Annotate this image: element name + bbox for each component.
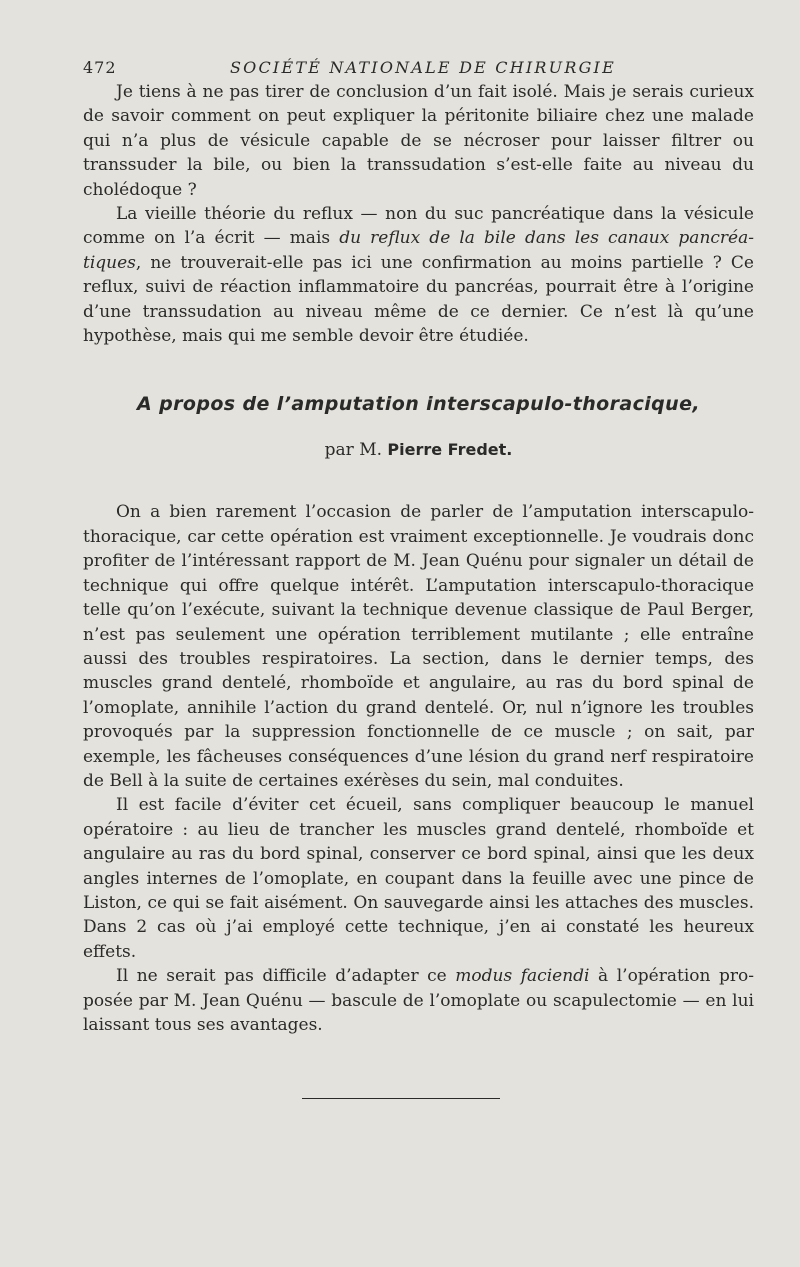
article-paragraph-1: On a bien rarement l’occasion de parler de l’amputation interscapulo-thoracique, car cette opération est vraiment exceptionnelle. Je voudrais donc profiter de l’intéressant rapport de M. Jean Quénu pour signaler un détail de technique qui offre quelque intérêt. L’amputation interscapulo-thoracique telle qu’on l’exécute, suivant la technique devenue classique de Paul Berger, n’est pas seulement une opération terriblement mutilante ; elle entraîne aussi des troubles respiratoires. La section, dans le dernier temps, des muscles grand dentelé, rhomboïde et angulaire, au ras du bord spinal de l’omoplate, annihile l’action du grand dentelé. Or, nul n’ignore les troubles provoqués par la suppression fonctionnelle de ce muscle ; on sait, par exemple, les fâcheuses conséquences d’une lésion du grand nerf respiratoire de Bell à la suite de certaines exérèses du sein, mal conduites. [83, 502, 754, 791]
prev-article-paragraph-2: La vieille théorie du reflux — non du suc pancréatique dans la vésicule comme on l’a écrit — mais du reflux de la bile dans les canaux pancréatiques, ne trouverait-elle pas ici une confirmation au moins partielle ? Ce reflux, suivi de réaction inflammatoire du pancréas, pourrait être à l’origine d’une transsudation au niveau même de ce dernier. Ce n’est là qu’une hypothèse, mais qui me semble devoir être étudiée. [83, 204, 754, 347]
article-paragraph-2: Il est facile d’éviter cet écueil, sans compliquer beaucoup le manuel opératoire : au lieu de trancher les muscles grand dentelé, rhomboïde et angulaire au ras du bord spinal, conserver ce bord spinal, ainsi que les deux angles internes de l’omoplate, en coupant dans la feuille avec une pince de Liston, ce qui se fait aisément. On sauvegarde ainsi les attaches des muscles. Dans 2 cas où j’ai employé cette technique, j’en ai constaté les heureux effets. [83, 795, 754, 962]
running-head [83, 54, 754, 80]
journal-title: SOCIÉTÉ NATIONALE DE CHIRURGIE [230, 58, 616, 77]
article-paragraph-3: Il ne serait pas difficile d’adapter ce modus faciendi à l’opération proposée par M. Jean Quénu — bascule de l’omoplate ou scapulectomie — en lui laissant tous ses avantages. [83, 966, 755, 1035]
italic-phrase: modus faciendi [455, 966, 590, 987]
byline-prefix: par M. [324, 440, 382, 461]
italic-phrase: du reflux de la bile dans les canaux pancréatiques [83, 228, 754, 273]
author-name: Pierre Fredet. [387, 440, 513, 460]
end-rule [302, 1098, 500, 1099]
prev-article-paragraph-1: Je tiens à ne pas tirer de conclusion d’un fait isolé. Mais je serais curieux de savoir comment on peut expliquer la péritonite biliaire chez une malade qui n’a plus de vésicule capable de se nécroser pour laisser filtrer ou transsuder la bile, ou bien la transsudation s’est-elle faite au niveau du cholédoque ? [83, 82, 754, 200]
article-title: A propos de l’amputation interscapulo-thoracique, [136, 393, 700, 416]
page-number: 472 [83, 58, 117, 77]
byline [83, 440, 754, 460]
